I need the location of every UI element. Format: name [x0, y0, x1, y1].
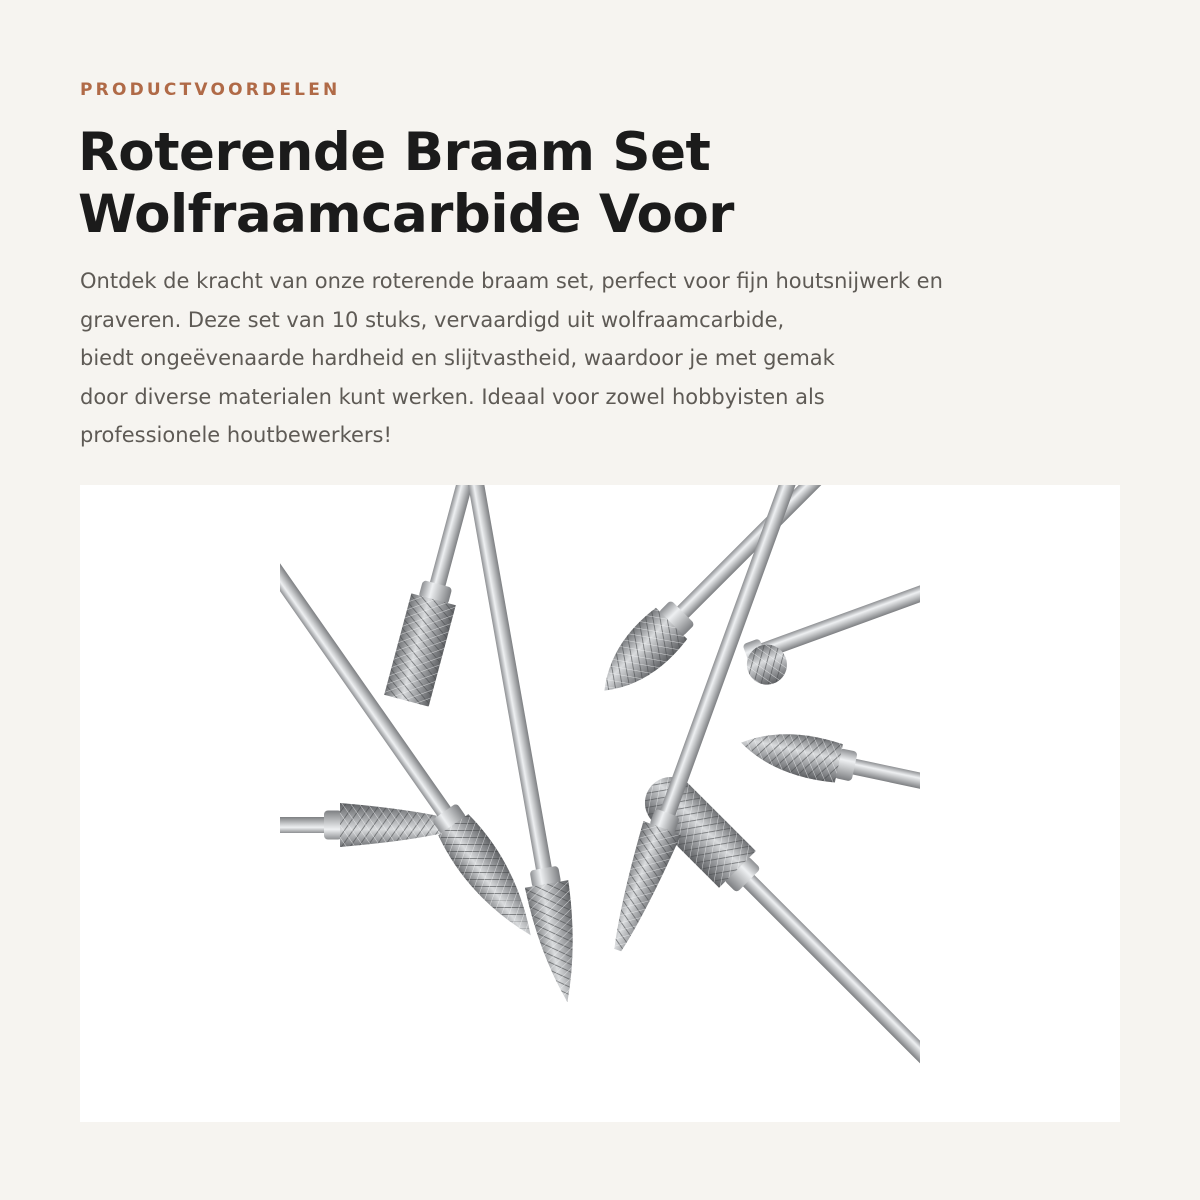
section-eyebrow: PRODUCTVOORDELEN [80, 80, 341, 100]
photo-right-margin [920, 485, 1120, 1122]
burr-shank [429, 485, 605, 588]
product-title [78, 122, 1138, 246]
product-photo [80, 485, 1120, 1122]
product-title-line-1: Roterende Braam Set [78, 122, 711, 183]
burr-flutes [599, 821, 681, 957]
description-line-3: biedt ongeëvenaarde hardheid en slijtvastheid, waardoor je met gemak [80, 346, 835, 370]
burr-collar [324, 810, 342, 839]
product-description [80, 262, 1140, 455]
description-line-4: door diverse materialen kunt werken. Ideaal voor zowel hobbyisten als [80, 384, 825, 409]
description-line-2: graveren. Deze set van 10 stuks, vervaardigd uit wolfraamcarbide, [80, 307, 785, 332]
description-line-1: Ontdek de kracht van onze roterende braam set, perfect voor fijn houtsnijwerk en [80, 269, 943, 293]
burr-flutes [737, 722, 844, 784]
description-line-5: professionele houtbewerkers! [80, 423, 392, 447]
photo-left-margin [80, 485, 280, 1122]
burr-set-illustration [80, 485, 1120, 1122]
burr-flutes [384, 593, 456, 706]
burr-flutes [525, 880, 589, 1006]
product-title-line-2: Wolfraamcarbide Voor [78, 184, 734, 245]
